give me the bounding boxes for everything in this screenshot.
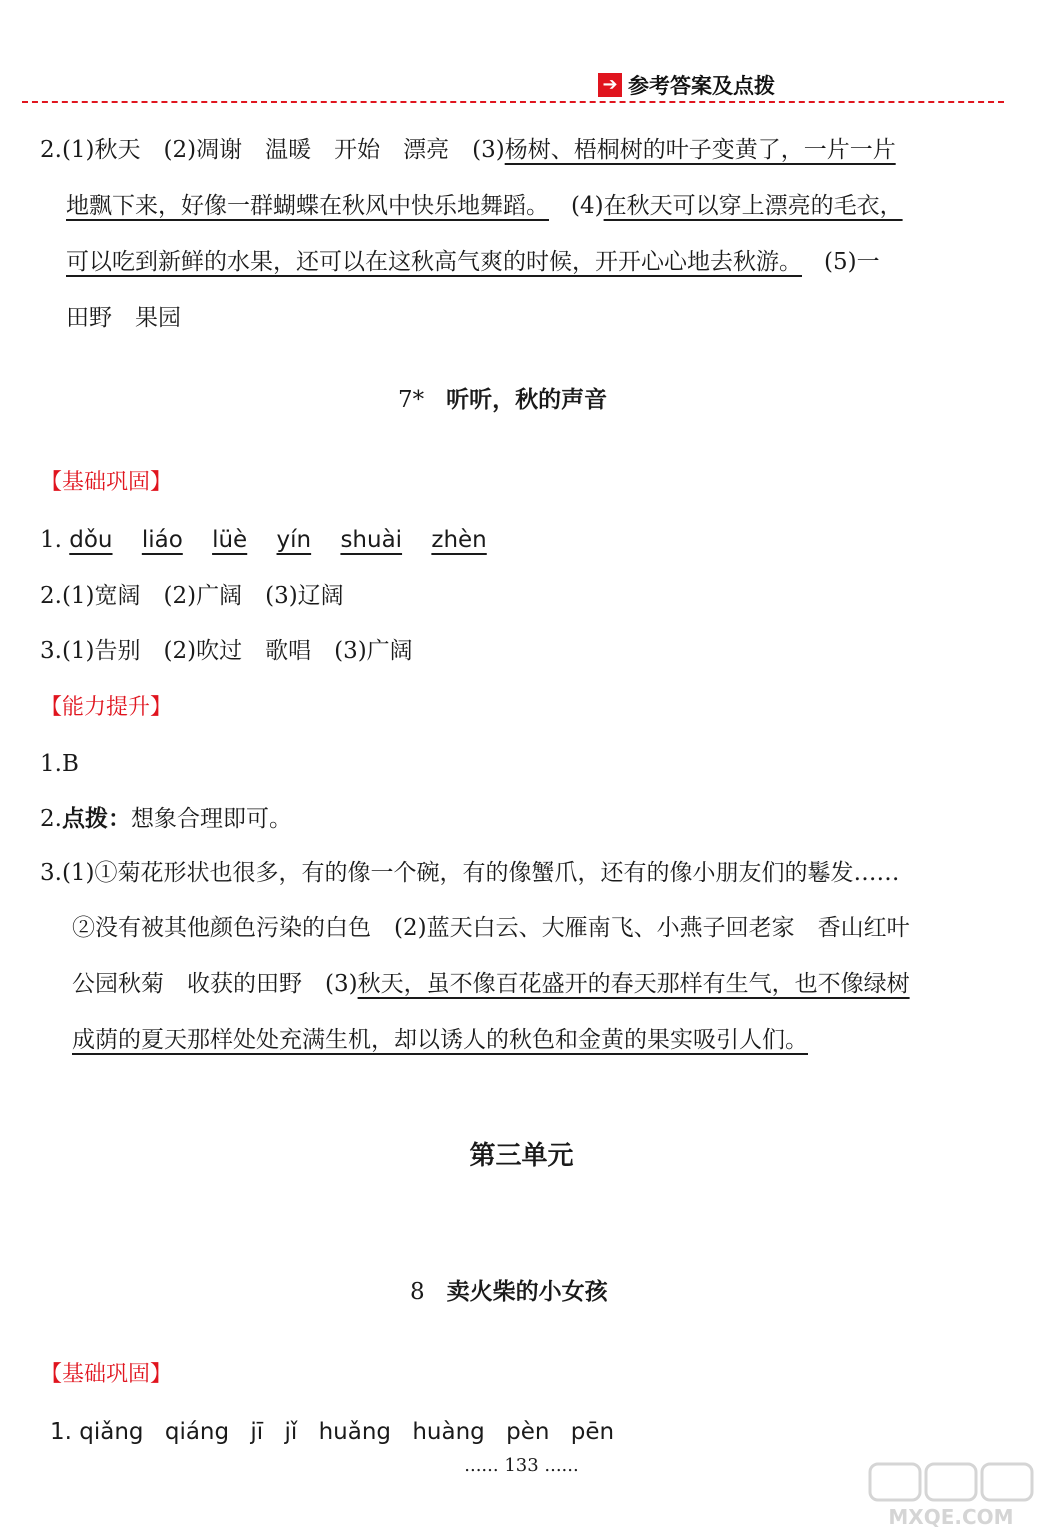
q2-line-2: 地飘下来，好像一群蝴蝶在秋风中快乐地舞蹈。 (4)在秋天可以穿上漂亮的毛衣，	[66, 193, 903, 219]
q2-line-1: 2.(1)秋天 (2)凋谢 温暖 开始 漂亮 (3)杨树、梧桐树的叶子变黄了，一片一片	[40, 137, 896, 163]
l7-a1: 1.B	[40, 751, 79, 777]
section-basic-2: 【基础巩固】	[40, 1362, 173, 1387]
section-basic-1: 【基础巩固】	[40, 470, 173, 495]
pinyin-item: lüè	[212, 527, 248, 553]
watermark-text: MXQE.COM	[888, 1505, 1014, 1529]
l7-q2: 2.(1)宽阔 (2)广阔 (3)辽阔	[40, 583, 344, 609]
watermark-logo	[866, 1460, 1036, 1530]
pinyin-item: huàng	[412, 1419, 485, 1445]
q2-line-3: 可以吃到新鲜的水果，还可以在这秋高气爽的时候，开开心心地去秋游。 (5)一	[66, 249, 880, 275]
pinyin-item: shuài	[340, 527, 403, 553]
l8-q1-pinyin: 1. qiǎng qiáng jī jǐ huǎng huàng pèn pēn	[50, 1419, 615, 1445]
pinyin-item: pèn	[506, 1419, 550, 1445]
pinyin-item: zhèn	[431, 527, 487, 553]
pinyin-item: qiǎng	[79, 1419, 144, 1445]
l7-q3: 3.(1)告别 (2)吹过 歌唱 (3)广阔	[40, 638, 413, 664]
header-divider	[22, 101, 1004, 103]
l7-a3-line-4: 成荫的夏天那样处处充满生机，却以诱人的秋色和金黄的果实吸引人们。	[72, 1027, 808, 1053]
lesson-7-heading: 7* 听听，秋的声音	[398, 387, 608, 413]
unit-title: 第三单元	[469, 1141, 574, 1171]
pinyin-item: huǎng	[318, 1419, 392, 1445]
section-ability: 【能力提升】	[40, 695, 173, 720]
page-number: ...... 133 ......	[464, 1455, 579, 1476]
pinyin-item: dǒu	[69, 527, 113, 553]
pinyin-item: jī	[250, 1419, 264, 1445]
lesson-8-heading: 8 卖火柴的小女孩	[410, 1279, 608, 1305]
pinyin-item: jǐ	[284, 1419, 298, 1445]
l7-a3-line-2: ②没有被其他颜色污染的白色 (2)蓝天白云、大雁南飞、小燕子回老家 香山红叶	[72, 915, 910, 941]
q2-line-4: 田野 果园	[66, 305, 181, 331]
pinyin-item: qiáng	[164, 1419, 230, 1445]
l7-a3-line-3: 公园秋菊 收获的田野 (3)秋天，虽不像百花盛开的春天那样有生气，也不像绿树	[72, 971, 910, 997]
l7-a3-line-1: 3.(1)①菊花形状也很多，有的像一个碗，有的像蟹爪，还有的像小朋友们的鬈发……	[40, 860, 900, 886]
arrow-right-icon: ➔	[598, 73, 622, 97]
pinyin-item: liáo	[141, 527, 183, 553]
l7-a2: 2.点拨：想象合理即可。	[40, 806, 292, 832]
header-badge	[598, 70, 775, 100]
pinyin-item: yín	[276, 527, 312, 553]
header-title: 参考答案及点拨	[628, 74, 775, 98]
l7-q1-pinyin: 1. dǒu liáo lüè yín shuài zhèn	[40, 527, 487, 553]
pinyin-item: pēn	[570, 1419, 615, 1445]
